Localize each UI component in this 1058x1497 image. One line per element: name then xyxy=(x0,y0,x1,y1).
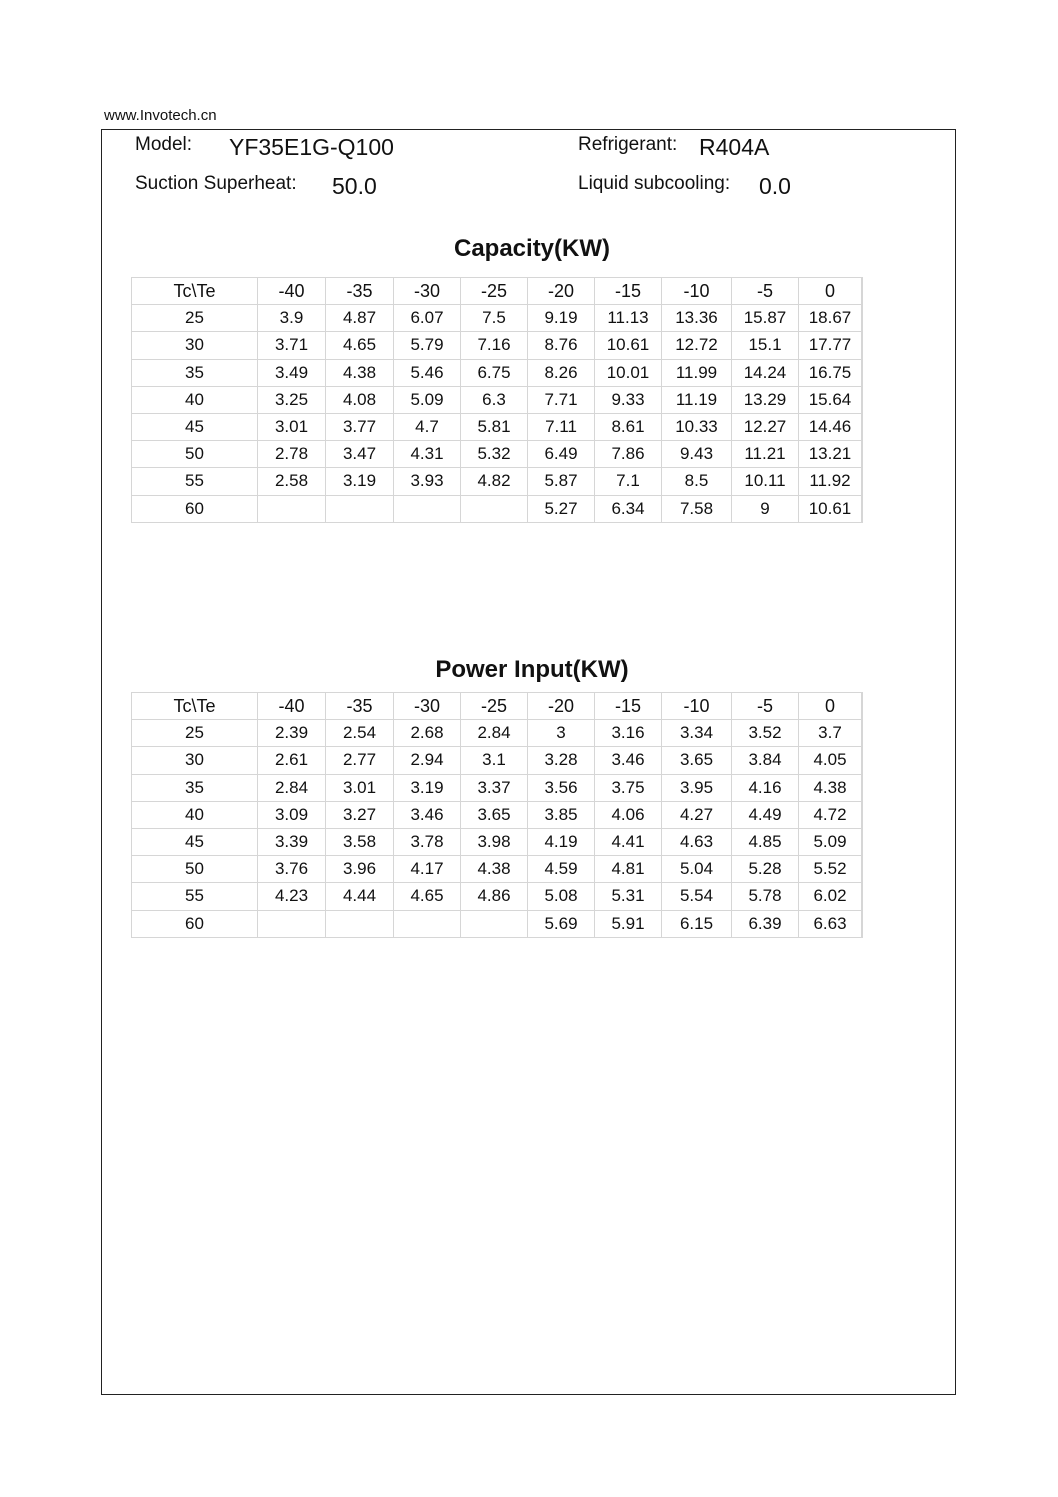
capacity-empty-cell xyxy=(862,305,863,332)
power-input-te-header: -35 xyxy=(326,693,394,720)
capacity-value-cell: 10.11 xyxy=(732,468,799,495)
power-input-row xyxy=(132,910,863,937)
power-input-value-cell: 5.54 xyxy=(662,883,732,910)
capacity-value-cell: 17.77 xyxy=(799,332,862,359)
capacity-te-header: -10 xyxy=(662,278,732,305)
capacity-empty-cell xyxy=(862,413,863,440)
capacity-row xyxy=(132,441,863,468)
superheat-value: 50.0 xyxy=(332,173,377,199)
power-input-empty-cell xyxy=(862,693,863,720)
power-input-value-cell: 4.05 xyxy=(799,747,862,774)
power-input-value-cell: 3.96 xyxy=(326,856,394,883)
power-input-te-header: -10 xyxy=(662,693,732,720)
capacity-te-header: -35 xyxy=(326,278,394,305)
power-input-value-cell: 4.44 xyxy=(326,883,394,910)
capacity-value-cell: 5.27 xyxy=(528,495,595,522)
capacity-value-cell: 7.1 xyxy=(595,468,662,495)
capacity-value-cell: 11.21 xyxy=(732,441,799,468)
power-input-value-cell: 3.76 xyxy=(258,856,326,883)
power-input-value-cell xyxy=(461,910,528,937)
capacity-row xyxy=(132,495,863,522)
capacity-empty-cell xyxy=(862,332,863,359)
power-input-row xyxy=(132,747,863,774)
capacity-te-header: -15 xyxy=(595,278,662,305)
power-input-row xyxy=(132,801,863,828)
capacity-value-cell: 2.58 xyxy=(258,468,326,495)
capacity-value-cell: 7.71 xyxy=(528,386,595,413)
power-input-value-cell: 4.72 xyxy=(799,801,862,828)
capacity-te-header: -25 xyxy=(461,278,528,305)
power-input-row xyxy=(132,720,863,747)
power-input-value-cell: 2.68 xyxy=(394,720,461,747)
capacity-te-header: -30 xyxy=(394,278,461,305)
power-input-row xyxy=(132,883,863,910)
power-input-empty-cell xyxy=(862,774,863,801)
power-input-te-header: -5 xyxy=(732,693,799,720)
power-input-value-cell: 5.31 xyxy=(595,883,662,910)
refrigerant-value: R404A xyxy=(699,134,770,160)
power-input-value-cell xyxy=(394,910,461,937)
power-input-row xyxy=(132,774,863,801)
subcooling-label: Liquid subcooling: xyxy=(578,173,731,194)
capacity-value-cell: 8.5 xyxy=(662,468,732,495)
power-input-value-cell: 4.38 xyxy=(799,774,862,801)
capacity-empty-cell xyxy=(862,495,863,522)
power-input-te-header: -30 xyxy=(394,693,461,720)
capacity-te-header: 0 xyxy=(799,278,862,305)
capacity-tc-label: 50 xyxy=(132,441,258,468)
capacity-value-cell: 9.43 xyxy=(662,441,732,468)
capacity-value-cell: 13.36 xyxy=(662,305,732,332)
model-label: Model: xyxy=(135,134,193,155)
capacity-value-cell: 15.1 xyxy=(732,332,799,359)
capacity-title: Capacity(KW) xyxy=(453,235,610,262)
power-input-value-cell: 3 xyxy=(528,720,595,747)
capacity-value-cell: 5.46 xyxy=(394,359,461,386)
power-input-value-cell: 3.46 xyxy=(595,747,662,774)
power-input-value-cell: 2.54 xyxy=(326,720,394,747)
capacity-tc-label: 45 xyxy=(132,413,258,440)
capacity-value-cell: 12.72 xyxy=(662,332,732,359)
power-input-value-cell: 4.65 xyxy=(394,883,461,910)
power-input-value-cell: 5.28 xyxy=(732,856,799,883)
capacity-tc-label: 25 xyxy=(132,305,258,332)
capacity-te-header: -5 xyxy=(732,278,799,305)
capacity-te-header: -20 xyxy=(528,278,595,305)
power-input-value-cell: 3.34 xyxy=(662,720,732,747)
capacity-value-cell: 12.27 xyxy=(732,413,799,440)
power-input-value-cell: 2.39 xyxy=(258,720,326,747)
power-input-value-cell: 6.15 xyxy=(662,910,732,937)
capacity-row xyxy=(132,386,863,413)
power-input-te-header: -20 xyxy=(528,693,595,720)
capacity-value-cell: 9.19 xyxy=(528,305,595,332)
capacity-empty-cell xyxy=(862,359,863,386)
capacity-value-cell: 14.24 xyxy=(732,359,799,386)
power-input-value-cell: 3.19 xyxy=(394,774,461,801)
capacity-value-cell: 11.92 xyxy=(799,468,862,495)
power-input-tc-label: 35 xyxy=(132,774,258,801)
capacity-row xyxy=(132,413,863,440)
capacity-value-cell: 15.64 xyxy=(799,386,862,413)
power-input-tc-label: 55 xyxy=(132,883,258,910)
capacity-empty-cell xyxy=(862,278,863,305)
power-input-value-cell: 5.04 xyxy=(662,856,732,883)
capacity-value-cell: 6.07 xyxy=(394,305,461,332)
power-input-value-cell: 3.52 xyxy=(732,720,799,747)
power-input-te-header: -40 xyxy=(258,693,326,720)
capacity-value-cell xyxy=(461,495,528,522)
power-input-te-header: -15 xyxy=(595,693,662,720)
capacity-tc-label: 30 xyxy=(132,332,258,359)
capacity-value-cell: 4.08 xyxy=(326,386,394,413)
capacity-value-cell: 4.65 xyxy=(326,332,394,359)
capacity-te-header: -40 xyxy=(258,278,326,305)
power-input-value-cell: 3.27 xyxy=(326,801,394,828)
capacity-value-cell: 16.75 xyxy=(799,359,862,386)
power-input-value-cell: 4.19 xyxy=(528,828,595,855)
capacity-value-cell: 4.87 xyxy=(326,305,394,332)
capacity-value-cell: 13.29 xyxy=(732,386,799,413)
capacity-value-cell: 3.19 xyxy=(326,468,394,495)
capacity-value-cell xyxy=(394,495,461,522)
power-input-empty-cell xyxy=(862,828,863,855)
power-input-value-cell: 3.78 xyxy=(394,828,461,855)
power-input-value-cell: 4.59 xyxy=(528,856,595,883)
capacity-header-row xyxy=(132,278,863,305)
power-input-value-cell: 3.65 xyxy=(662,747,732,774)
power-input-te-header: -25 xyxy=(461,693,528,720)
power-input-corner-label: Tc\Te xyxy=(132,693,258,720)
capacity-tc-label: 40 xyxy=(132,386,258,413)
capacity-value-cell xyxy=(326,495,394,522)
power-input-empty-cell xyxy=(862,856,863,883)
capacity-row xyxy=(132,332,863,359)
capacity-table xyxy=(131,277,863,523)
capacity-tc-label: 35 xyxy=(132,359,258,386)
capacity-tc-label: 55 xyxy=(132,468,258,495)
power-input-title: Power Input(KW) xyxy=(435,656,629,683)
capacity-value-cell: 5.87 xyxy=(528,468,595,495)
power-input-row xyxy=(132,856,863,883)
power-input-value-cell xyxy=(258,910,326,937)
power-input-tc-label: 40 xyxy=(132,801,258,828)
capacity-value-cell: 5.32 xyxy=(461,441,528,468)
capacity-value-cell: 2.78 xyxy=(258,441,326,468)
capacity-value-cell: 10.01 xyxy=(595,359,662,386)
power-input-value-cell: 3.39 xyxy=(258,828,326,855)
capacity-value-cell: 4.31 xyxy=(394,441,461,468)
power-input-value-cell: 3.16 xyxy=(595,720,662,747)
power-input-value-cell: 3.1 xyxy=(461,747,528,774)
capacity-value-cell: 6.3 xyxy=(461,386,528,413)
capacity-value-cell: 7.16 xyxy=(461,332,528,359)
capacity-value-cell: 7.86 xyxy=(595,441,662,468)
capacity-value-cell: 3.71 xyxy=(258,332,326,359)
capacity-value-cell: 3.01 xyxy=(258,413,326,440)
capacity-value-cell: 4.38 xyxy=(326,359,394,386)
power-input-value-cell: 4.17 xyxy=(394,856,461,883)
power-input-value-cell: 3.37 xyxy=(461,774,528,801)
power-input-tc-label: 50 xyxy=(132,856,258,883)
power-input-empty-cell xyxy=(862,883,863,910)
power-input-value-cell: 5.91 xyxy=(595,910,662,937)
power-input-empty-cell xyxy=(862,720,863,747)
power-input-value-cell: 3.65 xyxy=(461,801,528,828)
capacity-corner-label: Tc\Te xyxy=(132,278,258,305)
power-input-value-cell: 3.98 xyxy=(461,828,528,855)
power-input-empty-cell xyxy=(862,910,863,937)
power-input-value-cell: 4.81 xyxy=(595,856,662,883)
capacity-value-cell: 3.93 xyxy=(394,468,461,495)
model-value: YF35E1G-Q100 xyxy=(229,134,394,160)
power-input-value-cell: 5.09 xyxy=(799,828,862,855)
power-input-te-header: 0 xyxy=(799,693,862,720)
capacity-value-cell: 10.61 xyxy=(595,332,662,359)
capacity-value-cell: 8.61 xyxy=(595,413,662,440)
power-input-value-cell xyxy=(326,910,394,937)
capacity-value-cell: 5.79 xyxy=(394,332,461,359)
capacity-value-cell: 3.49 xyxy=(258,359,326,386)
power-input-value-cell: 2.84 xyxy=(461,720,528,747)
power-input-empty-cell xyxy=(862,747,863,774)
capacity-value-cell: 7.11 xyxy=(528,413,595,440)
power-input-value-cell: 3.01 xyxy=(326,774,394,801)
power-input-value-cell: 2.94 xyxy=(394,747,461,774)
power-input-tc-label: 60 xyxy=(132,910,258,937)
capacity-value-cell: 3.77 xyxy=(326,413,394,440)
power-input-value-cell: 3.46 xyxy=(394,801,461,828)
power-input-value-cell: 6.02 xyxy=(799,883,862,910)
capacity-empty-cell xyxy=(862,386,863,413)
capacity-value-cell xyxy=(258,495,326,522)
power-input-value-cell: 2.61 xyxy=(258,747,326,774)
capacity-row xyxy=(132,359,863,386)
capacity-empty-cell xyxy=(862,441,863,468)
power-input-value-cell: 4.06 xyxy=(595,801,662,828)
capacity-value-cell: 3.9 xyxy=(258,305,326,332)
capacity-value-cell: 13.21 xyxy=(799,441,862,468)
capacity-tc-label: 60 xyxy=(132,495,258,522)
power-input-value-cell: 5.78 xyxy=(732,883,799,910)
power-input-value-cell: 6.39 xyxy=(732,910,799,937)
power-input-value-cell: 4.16 xyxy=(732,774,799,801)
power-input-tc-label: 25 xyxy=(132,720,258,747)
power-input-table xyxy=(131,692,863,938)
capacity-value-cell: 7.58 xyxy=(662,495,732,522)
capacity-value-cell: 10.61 xyxy=(799,495,862,522)
capacity-value-cell: 10.33 xyxy=(662,413,732,440)
power-input-value-cell: 4.63 xyxy=(662,828,732,855)
capacity-empty-cell xyxy=(862,468,863,495)
capacity-value-cell: 18.67 xyxy=(799,305,862,332)
power-input-value-cell: 3.85 xyxy=(528,801,595,828)
power-input-value-cell: 5.08 xyxy=(528,883,595,910)
capacity-value-cell: 9 xyxy=(732,495,799,522)
power-input-value-cell: 2.84 xyxy=(258,774,326,801)
capacity-value-cell: 14.46 xyxy=(799,413,862,440)
power-input-row xyxy=(132,828,863,855)
superheat-label: Suction Superheat: xyxy=(135,173,297,194)
capacity-value-cell: 4.82 xyxy=(461,468,528,495)
capacity-value-cell: 6.34 xyxy=(595,495,662,522)
subcooling-value: 0.0 xyxy=(759,173,791,199)
capacity-value-cell: 7.5 xyxy=(461,305,528,332)
power-input-value-cell: 3.95 xyxy=(662,774,732,801)
power-input-value-cell: 4.38 xyxy=(461,856,528,883)
capacity-value-cell: 11.99 xyxy=(662,359,732,386)
capacity-value-cell: 11.13 xyxy=(595,305,662,332)
capacity-value-cell: 5.81 xyxy=(461,413,528,440)
power-input-value-cell: 6.63 xyxy=(799,910,862,937)
capacity-value-cell: 9.33 xyxy=(595,386,662,413)
power-input-value-cell: 4.41 xyxy=(595,828,662,855)
capacity-value-cell: 15.87 xyxy=(732,305,799,332)
power-input-value-cell: 4.23 xyxy=(258,883,326,910)
capacity-row xyxy=(132,468,863,495)
power-input-header-row xyxy=(132,693,863,720)
capacity-value-cell: 6.75 xyxy=(461,359,528,386)
power-input-value-cell: 4.85 xyxy=(732,828,799,855)
capacity-value-cell: 6.49 xyxy=(528,441,595,468)
capacity-value-cell: 3.25 xyxy=(258,386,326,413)
power-input-value-cell: 3.09 xyxy=(258,801,326,828)
power-input-value-cell: 3.84 xyxy=(732,747,799,774)
power-input-empty-cell xyxy=(862,801,863,828)
capacity-value-cell: 3.47 xyxy=(326,441,394,468)
capacity-row xyxy=(132,305,863,332)
power-input-value-cell: 3.75 xyxy=(595,774,662,801)
capacity-value-cell: 8.26 xyxy=(528,359,595,386)
capacity-value-cell: 11.19 xyxy=(662,386,732,413)
site-url: www.Invotech.cn xyxy=(104,107,217,124)
power-input-value-cell: 3.28 xyxy=(528,747,595,774)
power-input-value-cell: 5.69 xyxy=(528,910,595,937)
power-input-value-cell: 5.52 xyxy=(799,856,862,883)
power-input-value-cell: 4.49 xyxy=(732,801,799,828)
power-input-value-cell: 2.77 xyxy=(326,747,394,774)
capacity-value-cell: 5.09 xyxy=(394,386,461,413)
power-input-value-cell: 3.56 xyxy=(528,774,595,801)
power-input-tc-label: 45 xyxy=(132,828,258,855)
refrigerant-label: Refrigerant: xyxy=(578,134,678,155)
capacity-value-cell: 8.76 xyxy=(528,332,595,359)
power-input-tc-label: 30 xyxy=(132,747,258,774)
capacity-value-cell: 4.7 xyxy=(394,413,461,440)
power-input-value-cell: 4.86 xyxy=(461,883,528,910)
power-input-value-cell: 3.7 xyxy=(799,720,862,747)
power-input-value-cell: 4.27 xyxy=(662,801,732,828)
power-input-value-cell: 3.58 xyxy=(326,828,394,855)
